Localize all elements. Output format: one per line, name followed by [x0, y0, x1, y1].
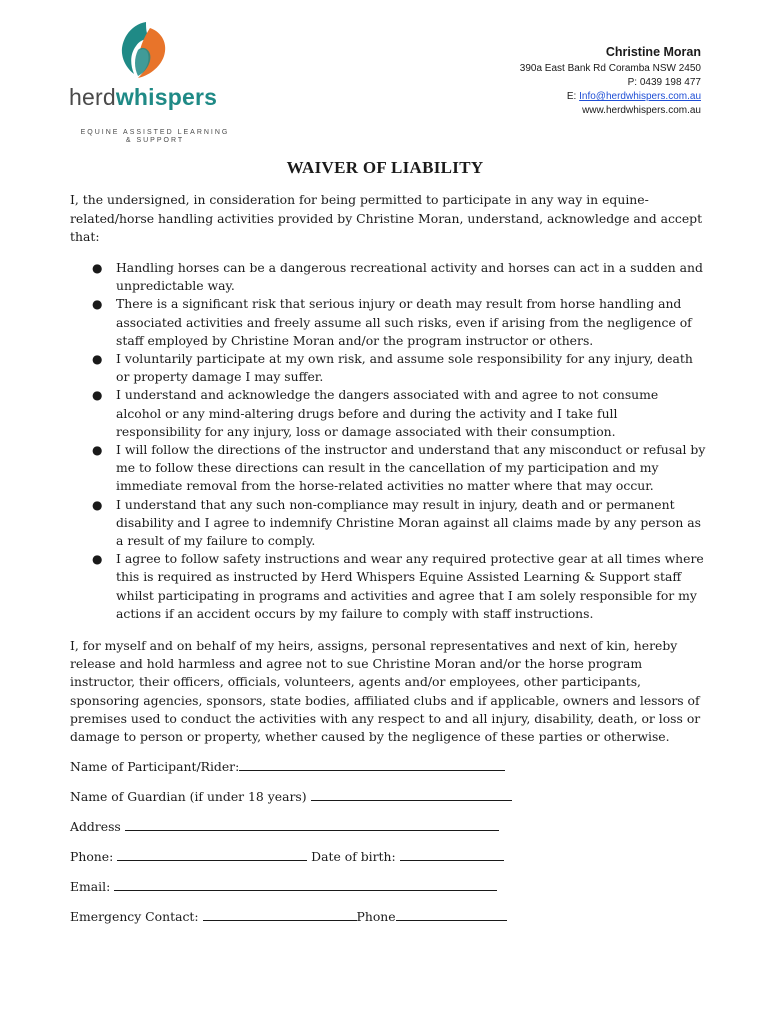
phone-dob-field-row	[70, 849, 504, 865]
emergency-phone-field[interactable]	[396, 909, 507, 921]
address-field-row	[70, 819, 499, 835]
contact-name: Christine Moran	[605, 45, 701, 59]
bullet-icon: ●	[92, 388, 103, 403]
contact-email-link[interactable]: Info@herdwhispers.com.au	[579, 91, 701, 102]
guardian-field-row	[70, 789, 512, 805]
intro-paragraph: I, the undersigned, in consideration for being permitted to participate in any way in equine-related/horse handling activities provided by Christine Moran, understand, acknowledge and accept that:	[70, 192, 703, 244]
participant-label: Name of Participant/Rider:	[70, 759, 240, 774]
bullet-icon: ●	[92, 443, 103, 458]
emergency-contact-label: Emergency Contact:	[70, 909, 199, 924]
email-label: Email:	[70, 879, 111, 894]
participant-name-field[interactable]	[239, 759, 505, 771]
bullet-icon: ●	[92, 497, 103, 512]
bullet-icon: ●	[92, 297, 103, 312]
horse-mark-icon	[116, 20, 168, 80]
phone-field[interactable]	[117, 849, 307, 861]
list-item: ● I understand and acknowledge the dangers associated with and agree to not consume alcohol or any mind-altering drugs before and during the activity and I take full responsibility for any injury, loss or damage associated with their consumption.	[92, 387, 659, 439]
address-label: Address	[70, 819, 121, 834]
dob-field[interactable]	[400, 849, 504, 861]
bullet-icon: ●	[92, 261, 103, 275]
document-title: WAIVER OF LIABILITY	[286, 158, 484, 177]
phone-label: Phone:	[70, 849, 114, 864]
herdwhispers-logo	[66, 20, 230, 144]
emergency-phone-label: Phone	[356, 909, 396, 924]
dob-label: Date of birth:	[311, 849, 396, 864]
emergency-contact-field[interactable]	[203, 909, 357, 921]
bullet-icon: ●	[92, 352, 103, 367]
list-item: ● I voluntarily participate at my own risk, and assume sole responsibility for any injury, death or property damage I may suffer.	[92, 351, 693, 385]
contact-website[interactable]: www.herdwhispers.com.au	[582, 105, 701, 116]
contact-address: 390a East Bank Rd Coramba NSW 2450	[519, 63, 701, 74]
guardian-name-field[interactable]	[311, 789, 512, 801]
release-paragraph: I, for myself and on behalf of my heirs, assigns, personal representatives and next of kin, hereby release and hold harmless and agree not to sue Christine Moran and/or the horse program instructor, their officers, officials, volunteers, agents and/or employees, other participants, sponsoring agencies, sponsors, state bodies, affiliated clubs and if applicable, owners and lessors of premises used to conduct the activities with any respect to and all injury, disability, death, or loss or damage to person or property, whether caused by the negligence of these parties or otherwise.	[70, 638, 701, 745]
contact-phone: P: 0439 198 477	[627, 77, 701, 88]
list-item: ● Handling horses can be a dangerous recreational activity and horses can act in a sudden and unpredictable way.	[92, 260, 703, 294]
list-item: ● I understand that any such non-compliance may result in injury, death and or permanent disability and I agree to indemnify Christine Moran against all claims made by any person as a result of my failure to comply.	[92, 496, 702, 549]
brand-wordmark: herdwhispers	[69, 84, 218, 110]
clause-list	[70, 259, 706, 623]
bullet-icon: ●	[92, 552, 103, 567]
address-field[interactable]	[125, 819, 499, 831]
list-item: ● I will follow the directions of the instructor and understand that any misconduct or refusal by me to follow these directions can result in the cancellation of my participation and my immediate removal from the horse-related activities no matter where that may occur.	[92, 442, 706, 494]
contact-block	[520, 44, 701, 118]
participant-field-row	[70, 759, 505, 775]
list-item: ● I agree to follow safety instructions and wear any required protective gear at all times where this is required as instructed by Herd Whispers Equine Assisted Learning & Support staff whilst participating in programs and activities and agree that I am solely responsible for my actions if an accident occurs by my failure to comply with staff instructions.	[92, 551, 704, 621]
guardian-label: Name of Guardian (if under 18 years)	[70, 789, 307, 804]
emergency-field-row	[70, 909, 507, 925]
contact-email-row: E: Info@herdwhispers.com.au	[566, 91, 701, 102]
brand-tagline: EQUINE ASSISTED LEARNING & SUPPORT	[80, 129, 230, 144]
list-item: ● There is a significant risk that serious injury or death may result from horse handling and associated activities and freely assume all such risks, even if arising from the negligence of staff employed by Christine Moran and/or the program instructor or others.	[92, 296, 692, 348]
email-field-row	[70, 879, 497, 895]
email-field[interactable]	[114, 879, 497, 891]
